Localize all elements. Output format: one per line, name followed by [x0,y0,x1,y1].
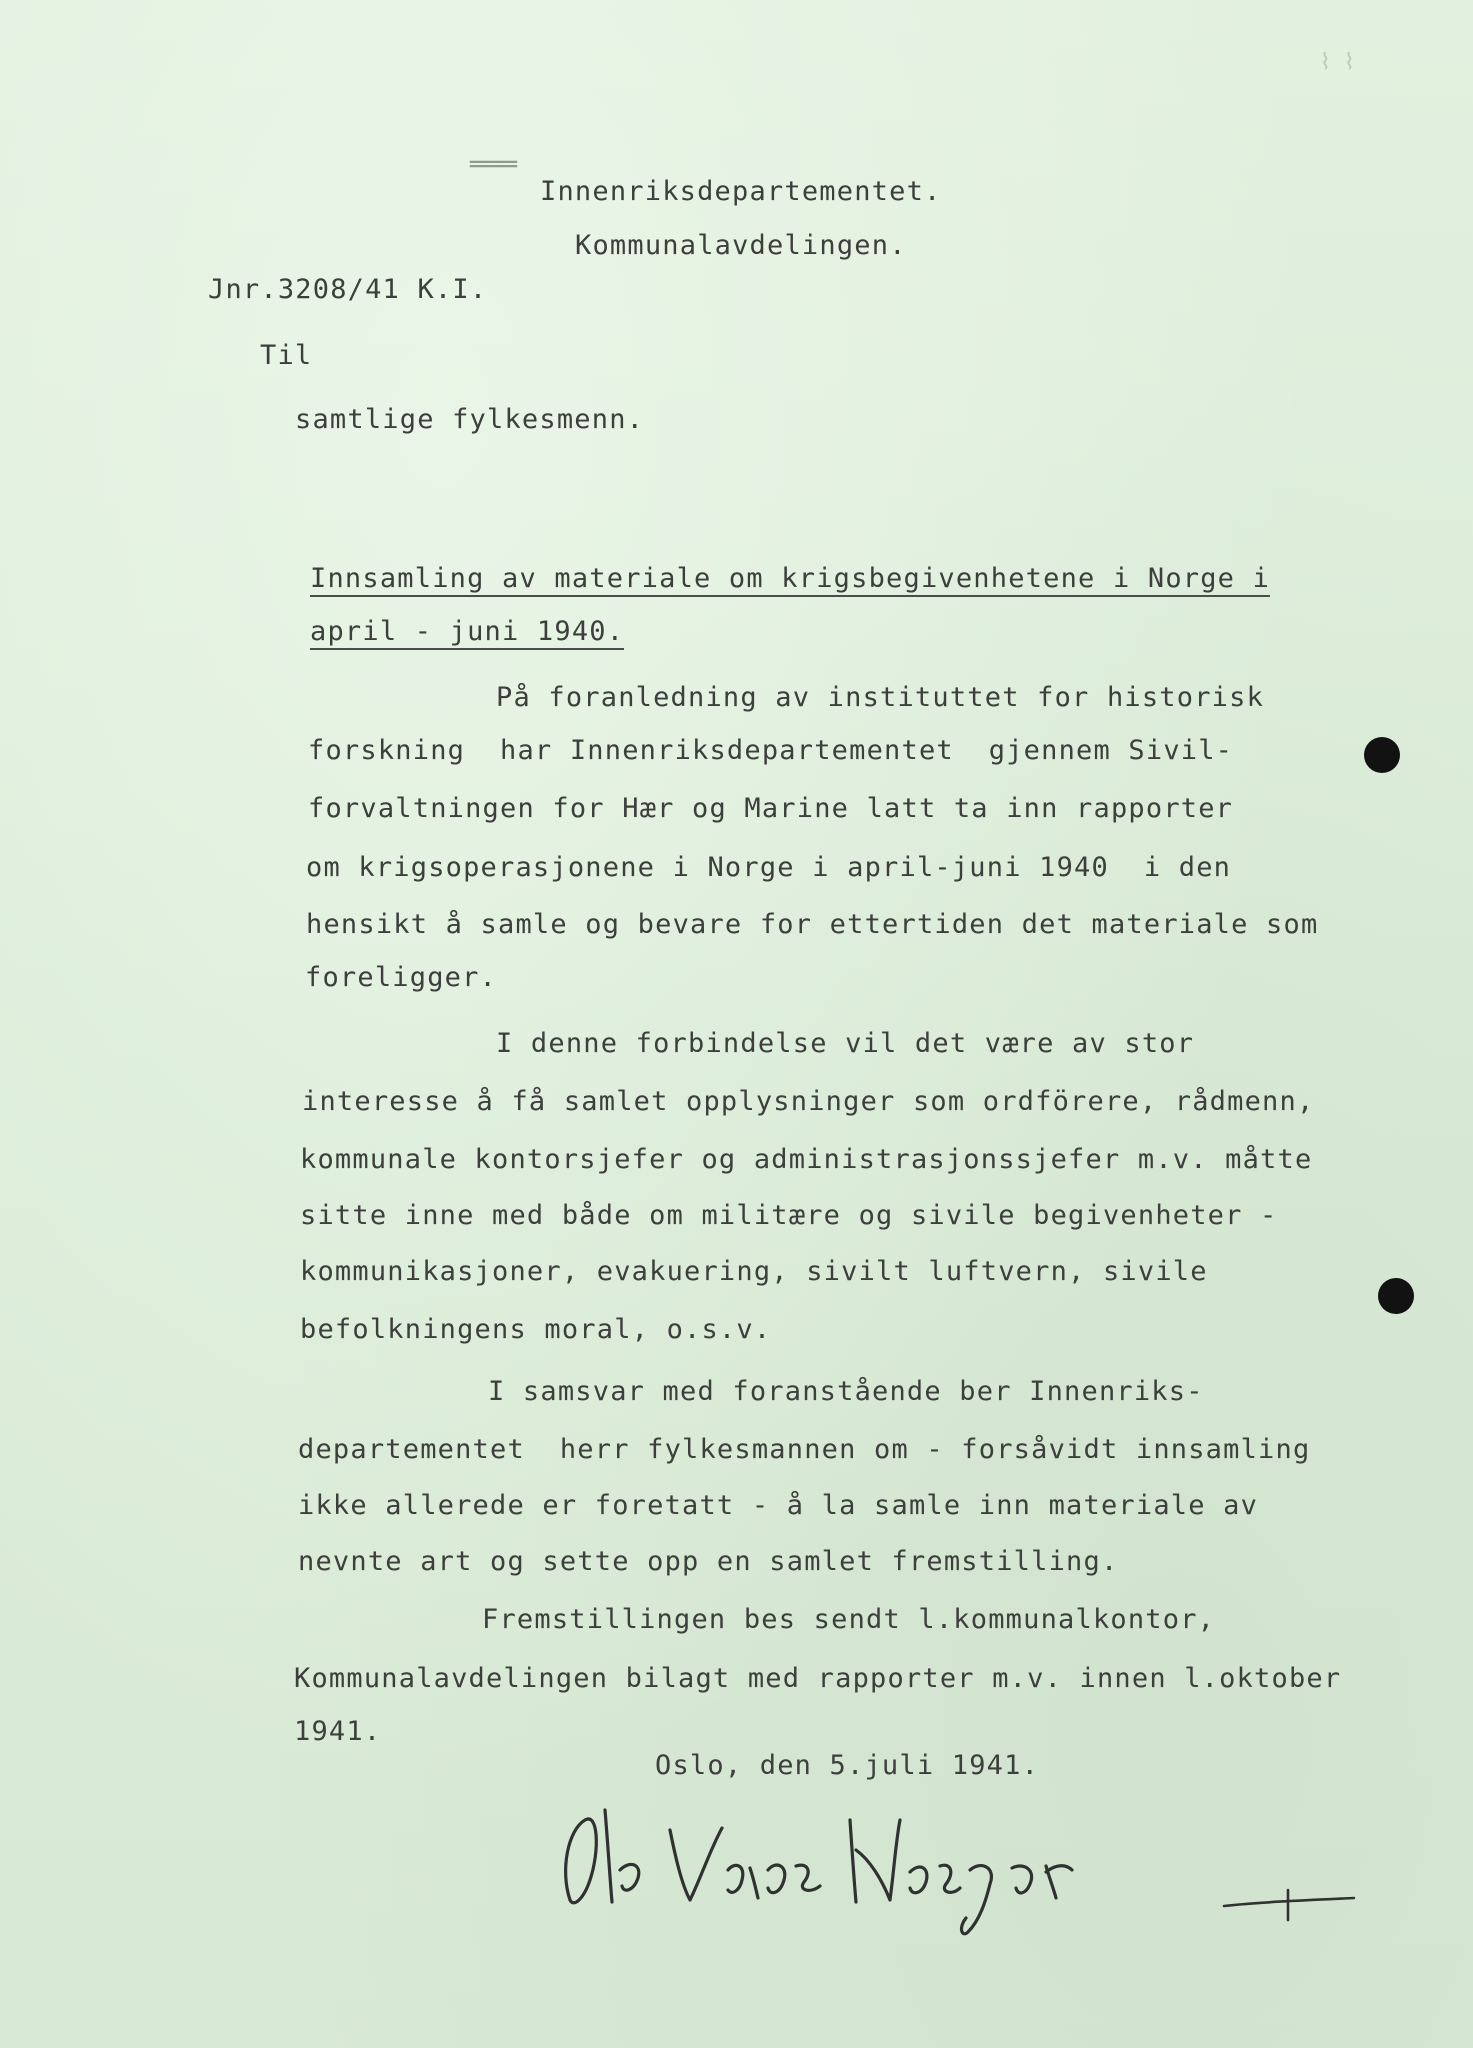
punch-hole-top [1364,737,1400,773]
department-heading: Innenriksdepartementet. [540,176,942,207]
body-p1-line-5: hensikt å samle og bevare for ettertiden det materiale som [306,909,1319,940]
body-p4-line-1: Fremstillingen bes sendt l.kommunalkontor, [482,1604,1216,1635]
body-p2-line-4: sitte inne med både om militære og sivile begivenheter - [300,1200,1278,1231]
body-p1-line-6: foreligger. [305,962,498,993]
subject-line-1: Innsamling av materiale om krigsbegivenhetene i Norge i [310,565,1270,597]
body-p4-line-2: Kommunalavdelingen bilagt med rapporter m.v. innen l.oktober [294,1663,1342,1694]
recipient-name: samtlige fylkesmenn. [295,404,645,435]
handwritten-dash-mark [1220,1880,1360,1930]
subject-line-2: april - juni 1940. [310,618,624,650]
body-p2-line-1: I denne forbindelse vil det være av stor [496,1028,1195,1059]
journal-number: Jnr.3208/41 K.I. [208,274,488,305]
body-p2-line-2: interesse å få samlet opplysninger som ordförere, rådmenn, [302,1086,1315,1117]
body-p3-line-3: ikke allerede er foretatt - å la samle inn materiale av [298,1490,1259,1521]
body-p4-line-3: 1941. [294,1716,382,1747]
body-p3-line-1: I samsvar med foranstående ber Innenriks- [488,1376,1204,1407]
division-heading: Kommunalavdelingen. [575,230,907,261]
body-p1-line-3: forvaltningen for Hær og Marine latt ta inn rapporter [308,793,1234,824]
body-p1-line-1: På foranledning av instituttet for historisk [496,682,1265,713]
handwritten-signature [550,1790,1110,1940]
body-p1-line-4: om krigsoperasjonene i Norge i april-juni 1940 i den [306,852,1232,883]
place-and-date: Oslo, den 5.juli 1941. [655,1750,1040,1781]
body-p3-line-4: nevnte art og sette opp en samlet fremstilling. [298,1546,1119,1577]
body-p2-line-5: kommunikasjoner, evakuering, sivilt luftvern, sivile [300,1256,1208,1287]
recipient-to: Til [260,340,313,371]
body-p2-line-6: befolkningens moral, o.s.v. [300,1314,772,1345]
body-p3-line-2: departementet herr fylkesmannen om - forsåvidt innsamling [298,1434,1311,1465]
faint-archive-mark-2: ═══ [470,150,517,180]
body-p1-line-2: forskning har Innenriksdepartementet gjennem Sivil- [308,735,1234,766]
body-p2-line-3: kommunale kontorsjefer og administrasjonssjefer m.v. måtte [300,1144,1313,1175]
punch-hole-bottom [1378,1278,1414,1314]
faint-archive-mark: ⌇ ⌇ [1320,50,1355,75]
